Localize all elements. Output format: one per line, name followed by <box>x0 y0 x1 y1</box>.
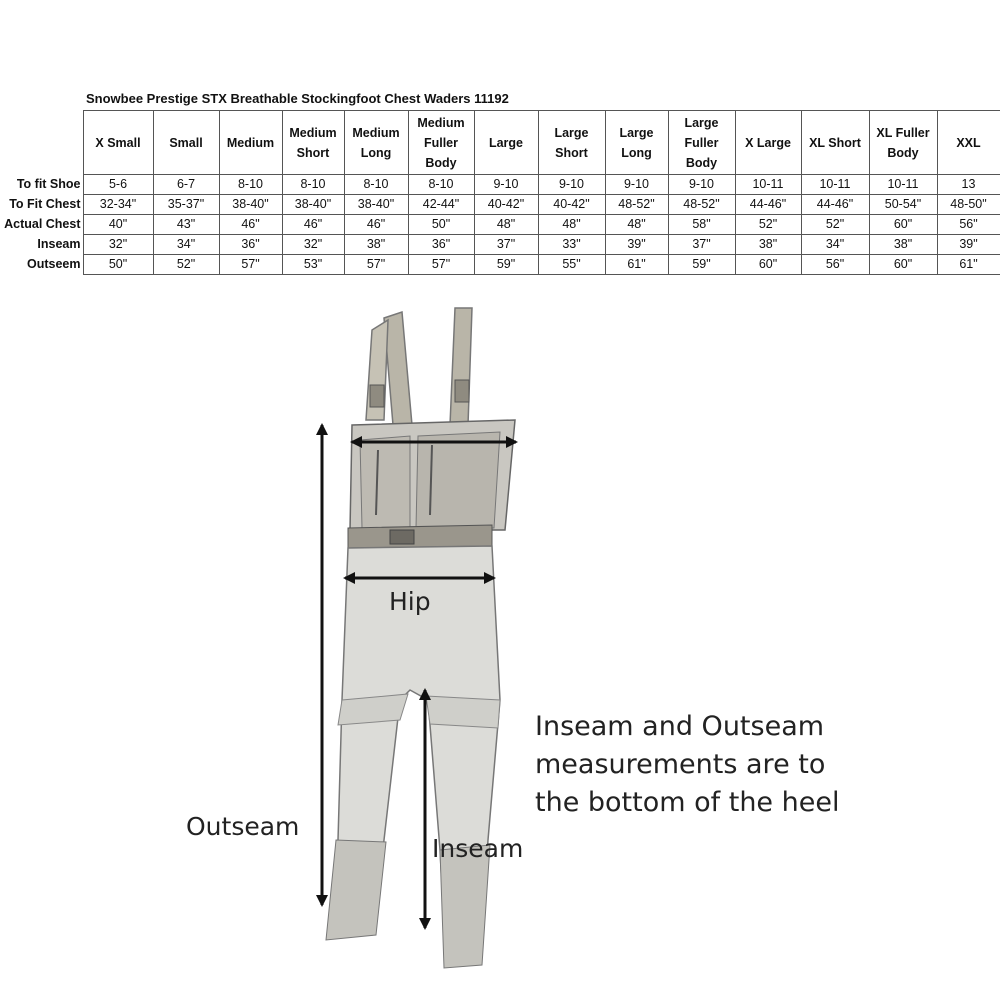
inseam-label: Inseam <box>432 834 524 863</box>
column-header: Medium Fuller Body <box>408 111 474 175</box>
column-header: X Large <box>735 111 801 175</box>
table-cell: 58" <box>668 215 735 235</box>
table-cell: 48" <box>538 215 605 235</box>
table-cell: 61" <box>605 255 668 275</box>
table-cell: 8-10 <box>408 175 474 195</box>
table-cell: 40-42" <box>474 195 538 215</box>
table-cell: 38" <box>735 235 801 255</box>
row-header: Outseem <box>0 255 83 275</box>
table-cell: 50" <box>408 215 474 235</box>
table-cell: 52" <box>735 215 801 235</box>
table-cell: 34" <box>153 235 219 255</box>
table-cell: 10-11 <box>869 175 937 195</box>
table-cell: 46" <box>344 215 408 235</box>
column-header: Small <box>153 111 219 175</box>
table-cell: 57" <box>344 255 408 275</box>
table-cell: 38-40" <box>219 195 282 215</box>
table-cell: 50" <box>83 255 153 275</box>
table-cell: 60" <box>735 255 801 275</box>
row-header: Inseam <box>0 235 83 255</box>
column-header: Large Long <box>605 111 668 175</box>
table-cell: 39" <box>937 235 1000 255</box>
table-cell: 5-6 <box>83 175 153 195</box>
column-header: Large Short <box>538 111 605 175</box>
table-cell: 38-40" <box>344 195 408 215</box>
table-cell: 60" <box>869 215 937 235</box>
table-cell: 44-46" <box>735 195 801 215</box>
table-cell: 38" <box>869 235 937 255</box>
column-header: XL Fuller Body <box>869 111 937 175</box>
table-cell: 8-10 <box>219 175 282 195</box>
table-cell: 6-7 <box>153 175 219 195</box>
table-cell: 37" <box>474 235 538 255</box>
column-header: XXL <box>937 111 1000 175</box>
table-cell: 60" <box>869 255 937 275</box>
table-cell: 9-10 <box>668 175 735 195</box>
table-cell: 48" <box>474 215 538 235</box>
table-cell: 52" <box>153 255 219 275</box>
note-line-2: measurements are to <box>535 749 826 780</box>
note-line-3: the bottom of the heel <box>535 787 840 818</box>
table-cell: 50-54" <box>869 195 937 215</box>
column-header: X Small <box>83 111 153 175</box>
table-cell: 61" <box>937 255 1000 275</box>
table-cell: 9-10 <box>605 175 668 195</box>
table-cell: 48" <box>605 215 668 235</box>
wader-chest <box>350 420 515 530</box>
table-cell: 32" <box>282 235 344 255</box>
table-cell: 52" <box>801 215 869 235</box>
table-cell: 9-10 <box>538 175 605 195</box>
row-header: To fit Shoe <box>0 175 83 195</box>
table-cell: 56" <box>937 215 1000 235</box>
table-cell: 35-37" <box>153 195 219 215</box>
table-cell: 48-52" <box>605 195 668 215</box>
table-cell: 46" <box>219 215 282 235</box>
table-cell: 33" <box>538 235 605 255</box>
table-cell: 37" <box>668 235 735 255</box>
hip-label: Hip <box>389 587 431 616</box>
table-cell: 53" <box>282 255 344 275</box>
column-header: Large <box>474 111 538 175</box>
table-cell: 38" <box>344 235 408 255</box>
outseam-label: Outseam <box>186 812 300 841</box>
table-cell: 44-46" <box>801 195 869 215</box>
table-cell: 59" <box>668 255 735 275</box>
shoulder-straps <box>366 308 472 425</box>
table-cell: 8-10 <box>344 175 408 195</box>
table-cell: 34" <box>801 235 869 255</box>
table-cell: 36" <box>219 235 282 255</box>
column-header: Medium <box>219 111 282 175</box>
table-cell: 46" <box>282 215 344 235</box>
column-header: Large Fuller Body <box>668 111 735 175</box>
table-cell: 10-11 <box>801 175 869 195</box>
table-cell: 55" <box>538 255 605 275</box>
table-cell: 32-34" <box>83 195 153 215</box>
table-cell: 56" <box>801 255 869 275</box>
column-header: Medium Long <box>344 111 408 175</box>
table-cell: 39" <box>605 235 668 255</box>
column-header: XL Short <box>801 111 869 175</box>
chart-title: Snowbee Prestige STX Breathable Stockingfoot Chest Waders 11192 <box>86 91 509 106</box>
table-cell: 36" <box>408 235 474 255</box>
table-cell: 38-40" <box>282 195 344 215</box>
table-cell: 9-10 <box>474 175 538 195</box>
table-cell: 57" <box>219 255 282 275</box>
row-header: Actual Chest <box>0 215 83 235</box>
table-cell: 32" <box>83 235 153 255</box>
table-cell: 48-52" <box>668 195 735 215</box>
column-header: Medium Short <box>282 111 344 175</box>
table-cell: 42-44" <box>408 195 474 215</box>
table-cell: 48-50" <box>937 195 1000 215</box>
row-header: To Fit Chest <box>0 195 83 215</box>
table-cell: 40" <box>83 215 153 235</box>
table-cell: 43" <box>153 215 219 235</box>
table-cell: 40-42" <box>538 195 605 215</box>
table-cell: 57" <box>408 255 474 275</box>
note-line-1: Inseam and Outseam <box>535 711 825 742</box>
table-cell: 59" <box>474 255 538 275</box>
table-cell: 8-10 <box>282 175 344 195</box>
wader-belt <box>348 525 492 548</box>
table-cell: 10-11 <box>735 175 801 195</box>
table-cell: 13 <box>937 175 1000 195</box>
